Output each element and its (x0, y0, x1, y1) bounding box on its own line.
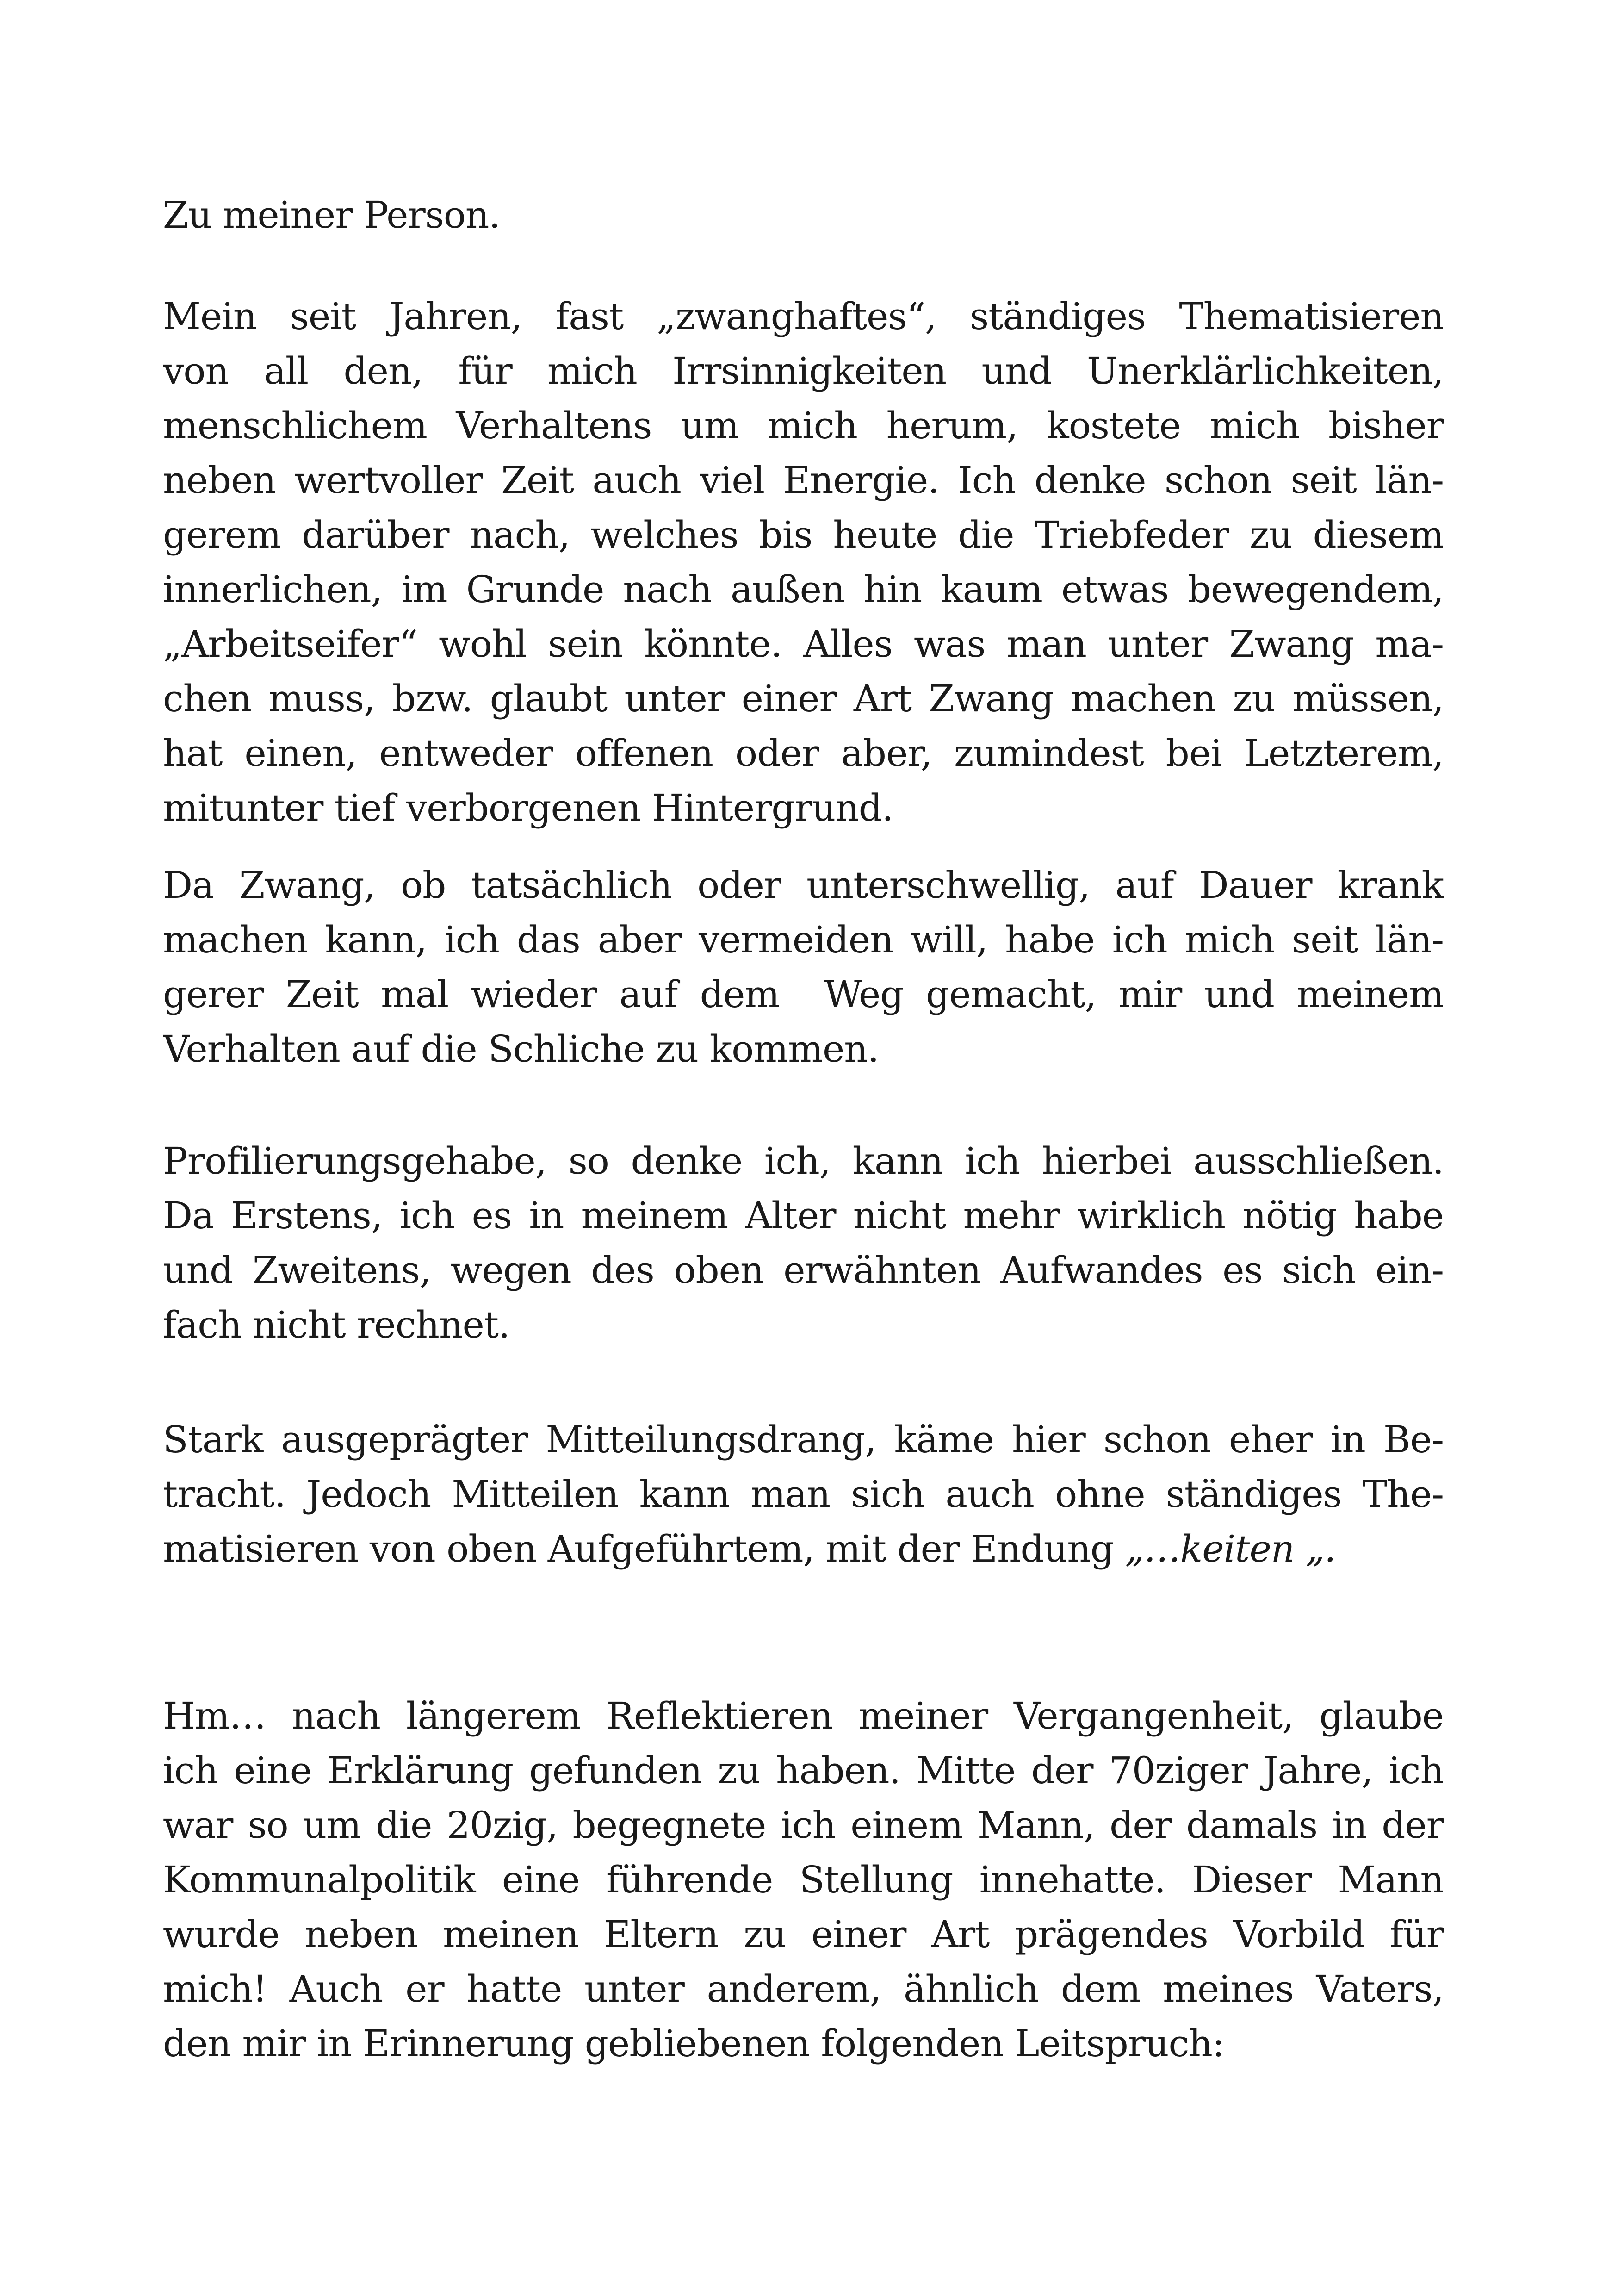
text-line: Mein seit Jahren, fast „zwanghaftes“, ständiges Thematisieren (163, 295, 1444, 338)
text-line: gerem darüber nach, welches bis heute die Triebfeder zu diesem (163, 513, 1444, 556)
text-line: Da Zwang, ob tatsächlich oder unterschwellig, auf Dauer krank (163, 864, 1444, 907)
paragraph-3 (163, 1134, 1444, 1352)
text-line: chen muss, bzw. glaubt unter einer Art Zwang machen zu müssen, (163, 677, 1444, 720)
text-line: Stark ausgeprägter Mitteilungsdrang, käme hier schon eher in Be- (163, 1418, 1444, 1461)
text-line: mich! Auch er hatte unter anderem, ähnlich dem meines Vaters, (163, 1967, 1444, 2010)
endung-quote: „…keiten „. (1125, 1527, 1336, 1570)
text-line: hat einen, entweder offenen oder aber, zumindest bei Letzterem, (163, 732, 1444, 775)
text-line: Kommunalpolitik eine führende Stellung innehatte. Dieser Mann (163, 1858, 1444, 1901)
text-line: Hm… nach längerem Reflektieren meiner Vergangenheit, glaube (163, 1694, 1444, 1737)
text-line: war so um die 20zig, begegnete ich einem Mann, der damals in der (163, 1804, 1444, 1847)
paragraph-2 (163, 858, 1444, 1076)
text-line: Da Erstens, ich es in meinem Alter nicht mehr wirklich nötig habe (163, 1194, 1444, 1237)
text-line: den mir in Erinnerung gebliebenen folgenden Leitspruch: (163, 2022, 1224, 2065)
text-line: und Zweitens, wegen des oben erwähnten Aufwandes es sich ein- (163, 1249, 1444, 1292)
text-line-with-endung (163, 1522, 1444, 1576)
text-line: mitunter tief verborgenen Hintergrund. (163, 786, 893, 829)
text-line-start: matisieren von oben Aufgeführtem, mit der Endung (163, 1527, 1125, 1570)
text-line: fach nicht rechnet. (163, 1303, 510, 1346)
text-line: wurde neben meinen Eltern zu einer Art prägendes Vorbild für (163, 1913, 1444, 1956)
paragraph-4 (163, 1412, 1444, 1576)
text-line: Verhalten auf die Schliche zu kommen. (163, 1027, 879, 1070)
text-line: tracht. Jedoch Mitteilen kann man sich auch ohne ständiges The- (163, 1473, 1444, 1516)
text-line: innerlichen, im Grunde nach außen hin kaum etwas bewegendem, (163, 568, 1444, 611)
text-line: von all den, für mich Irrsinnigkeiten und Unerklärlichkeiten, (163, 349, 1444, 392)
text-line: menschlichem Verhaltens um mich herum, kostete mich bisher (163, 404, 1444, 447)
title-line: Zu meiner Person. (163, 193, 500, 236)
paragraph-5 (163, 1689, 1444, 2071)
text-line: ich eine Erklärung gefunden zu haben. Mitte der 70ziger Jahre, ich (163, 1749, 1444, 1792)
text-line: neben wertvoller Zeit auch viel Energie. Ich denke schon seit län- (163, 459, 1444, 502)
text-line: machen kann, ich das aber vermeiden will, habe ich mich seit län- (163, 918, 1444, 961)
document-title (163, 188, 1444, 243)
paragraph-1 (163, 289, 1444, 835)
text-line: Profilierungsgehabe, so denke ich, kann ich hierbei ausschließen. (163, 1139, 1444, 1182)
text-line: gerer Zeit mal wieder auf dem Weg gemacht, mir und meinem (163, 973, 1444, 1016)
text-line: „Arbeitseifer“ wohl sein könnte. Alles was man unter Zwang ma- (163, 622, 1444, 666)
